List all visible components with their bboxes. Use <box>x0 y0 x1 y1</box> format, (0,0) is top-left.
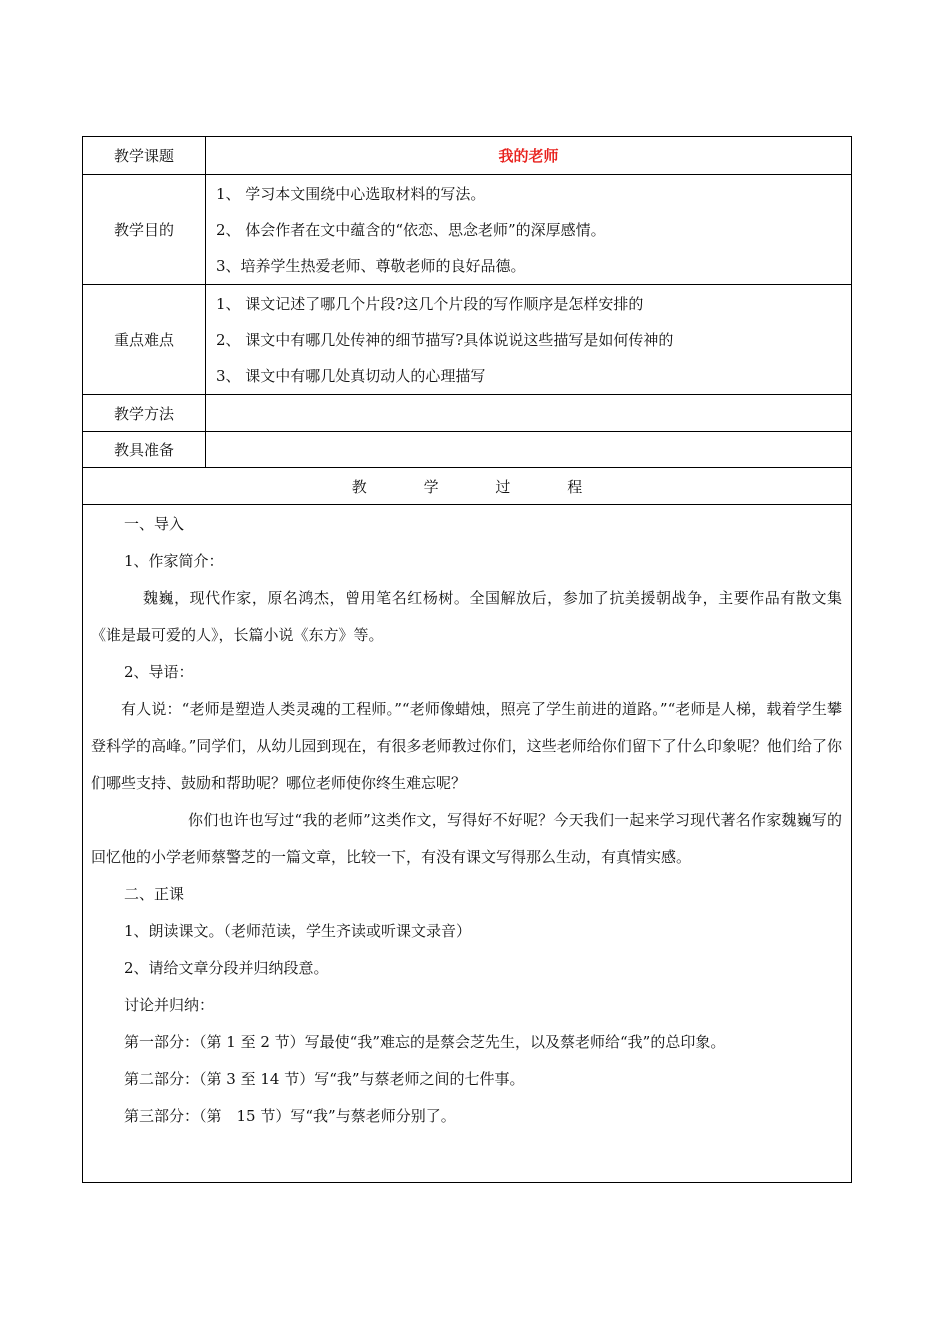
row-objectives <box>83 175 852 285</box>
key-points-cell <box>206 285 852 395</box>
row-tools <box>83 432 852 468</box>
process-heading <box>83 468 852 505</box>
objective-item: 3、培养学生热爱老师、尊敬老师的良好品德。 <box>216 256 526 275</box>
key-point-item: 2、 课文中有哪几处传神的细节描写?具体说说这些描写是如何传神的 <box>216 330 674 349</box>
key-point-item: 3、 课文中有哪几处真切动人的心理描写 <box>216 366 486 385</box>
process-heading-char: 教 <box>351 477 367 496</box>
author-intro-paragraph: 魏巍，现代作家，原名鸿杰，曾用笔名红杨树。全国解放后，参加了抗美援朝战争，主要作品有散文集《谁是最可爱的人》，长篇小说《东方》等。 <box>91 589 842 644</box>
part-summary: 第一部分：（第 1 至 2 节）写最使“我”难忘的是蔡会芝先生，以及蔡老师给“我”的总印象。 <box>124 1033 726 1051</box>
topic-label: 教学课题 <box>83 137 206 175</box>
guide-paragraph: 有人说：“老师是塑造人类灵魂的工程师。”“老师像蜡烛，照亮了学生前进的道路。”“老师是人梯，载着学生攀登科学的高峰。”同学们，从幼儿园到现在，有很多老师教过你们，这些老师给你们留下了什么印象呢？他们给了你们哪些支持、鼓励和帮助呢？哪位老师使你终生难忘呢？ <box>91 700 842 792</box>
subsection-title: 1、作家简介： <box>124 552 224 570</box>
process-body <box>83 505 852 1183</box>
objectives-cell <box>206 175 852 285</box>
tools-value <box>206 432 852 468</box>
process-heading-char: 程 <box>567 477 583 496</box>
process-heading-char: 过 <box>495 477 511 496</box>
subsection-title: 2、导语： <box>124 663 194 681</box>
row-topic <box>83 137 852 175</box>
guide-paragraph: 你们也许也写过“我的老师”这类作文，写得好不好呢？今天我们一起来学习现代著名作家魏巍写的回忆他的小学老师蔡警芝的一篇文章，比较一下，有没有课文写得那么生动，有真情实感。 <box>91 811 842 866</box>
process-heading-char: 学 <box>423 477 439 496</box>
lesson-plan-table <box>82 136 852 1183</box>
row-process-body <box>83 505 852 1183</box>
step-item: 1、朗读课文。（老师范读，学生齐读或听课文录音） <box>124 922 472 940</box>
lesson-title: 我的老师 <box>206 137 852 175</box>
row-process-heading <box>83 468 852 505</box>
objectives-label: 教学目的 <box>83 175 206 285</box>
objective-item: 2、 体会作者在文中蕴含的“依恋、思念老师”的深厚感情。 <box>216 220 606 239</box>
step-item: 2、请给文章分段并归纳段意。 <box>124 959 329 977</box>
discussion-label: 讨论并归纳： <box>124 996 215 1014</box>
row-key-points <box>83 285 852 395</box>
key-points-label: 重点难点 <box>83 285 206 395</box>
method-value <box>206 395 852 432</box>
part-summary: 第二部分：（第 3 至 14 节）写“我”与蔡老师之间的七件事。 <box>124 1070 525 1088</box>
key-point-item: 1、 课文记述了哪几个片段?这几个片段的写作顺序是怎样安排的 <box>216 294 644 313</box>
row-method <box>83 395 852 432</box>
section-title: 一、导入 <box>124 515 185 533</box>
part-summary: 第三部分：（第 15 节）写“我”与蔡老师分别了。 <box>124 1107 456 1125</box>
tools-label: 教具准备 <box>83 432 206 468</box>
method-label: 教学方法 <box>83 395 206 432</box>
objective-item: 1、 学习本文围绕中心选取材料的写法。 <box>216 184 486 203</box>
section-title: 二、正课 <box>124 885 185 903</box>
